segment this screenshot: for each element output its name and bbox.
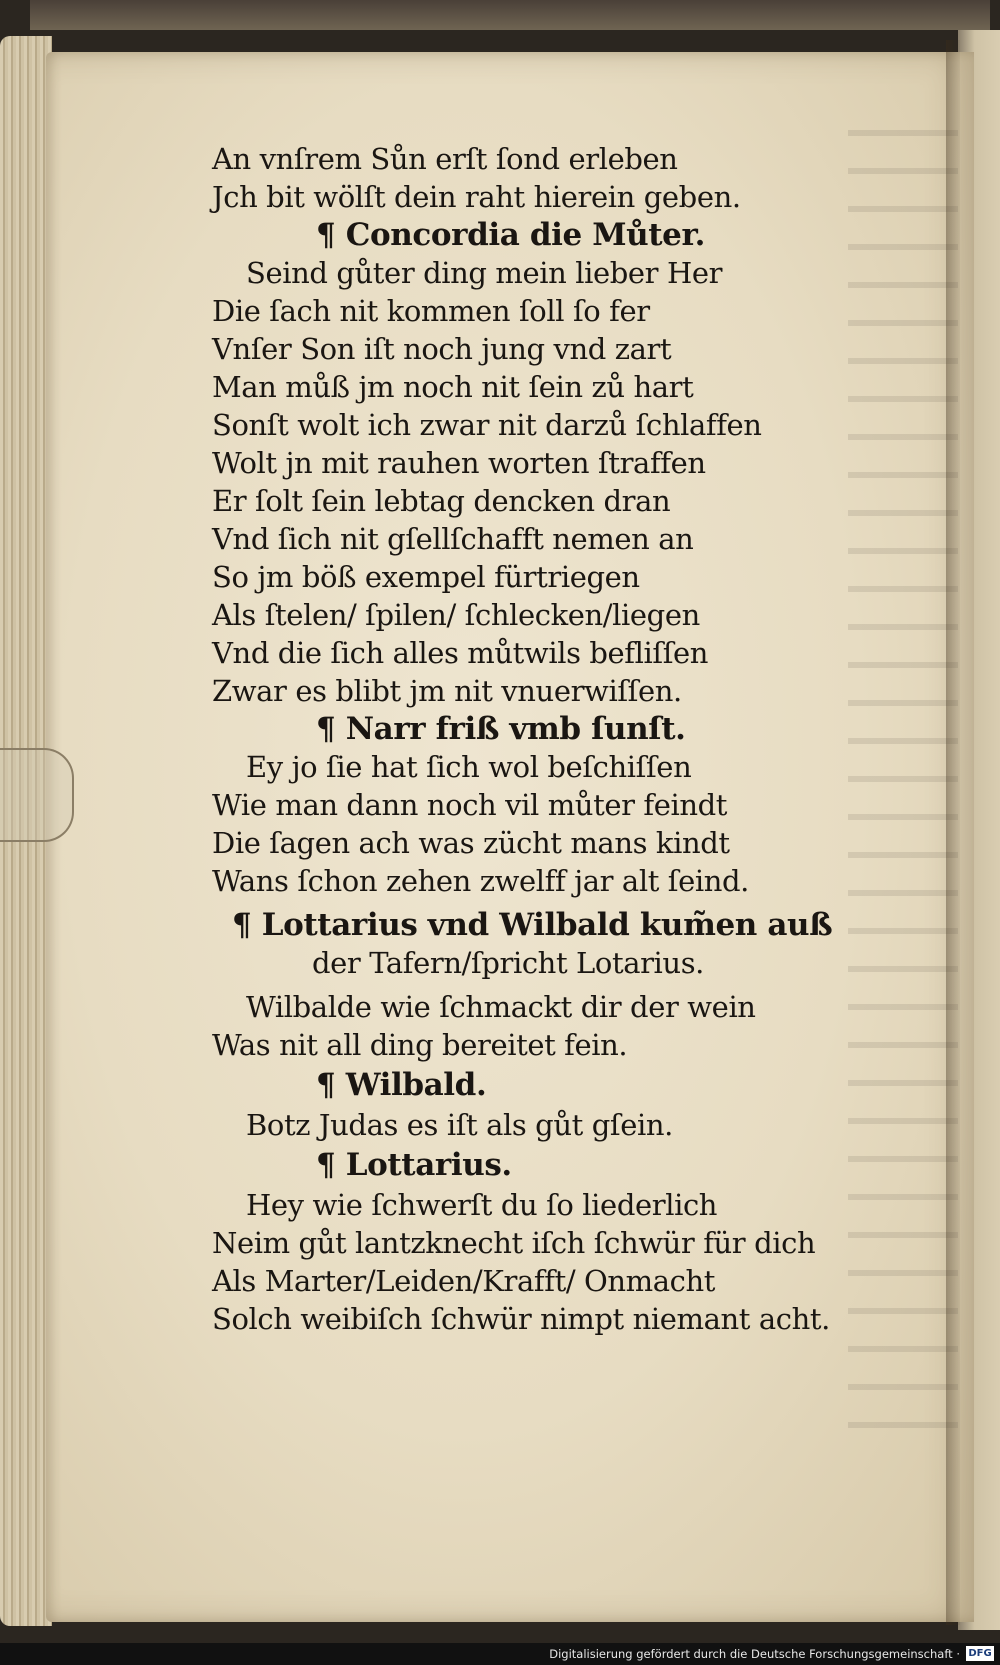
show-through-text xyxy=(848,130,958,1460)
book-top-edge xyxy=(30,0,990,30)
stage-direction: ¶ Lottarius vnd Wilbald kum̃en auß xyxy=(232,907,833,943)
verse-line: Wolt jn mit rauhen worten ſtraffen xyxy=(212,446,706,480)
verse-line: Sonſt wolt ich zwar nit darzů ſchlaffen xyxy=(212,408,762,442)
verse-line: Wilbalde wie ſchmackt dir der wein xyxy=(246,990,756,1024)
verse-line: Die ſach nit kommen ſoll ſo fer xyxy=(212,294,650,328)
page-gutter xyxy=(946,40,960,1625)
dfg-logo: DFG xyxy=(966,1646,994,1661)
verse-line: Hey wie ſchwerſt du ſo liederlich xyxy=(246,1188,718,1222)
book-clasp xyxy=(0,748,74,842)
verse-line: Zwar es blibt jm nit vnuerwiſſen. xyxy=(212,674,682,708)
verse-line: Ey jo ſie hat ſich wol beſchiſſen xyxy=(246,750,692,784)
verse-line: Wie man dann noch vil můter feindt xyxy=(212,788,728,822)
speaker-heading: ¶ Wilbald. xyxy=(316,1067,487,1103)
verse-line: Botz Judas es iſt als gůt gſein. xyxy=(246,1108,673,1142)
verse-line: Er ſolt ſein lebtag dencken dran xyxy=(212,484,671,518)
verse-line: Vnſer Son iſt noch jung vnd zart xyxy=(212,332,672,366)
verse-line: Was nit all ding bereitet fein. xyxy=(212,1028,628,1062)
digitization-credit: Digitalisierung gefördert durch die Deutsche Forschungsgemeinschaft · xyxy=(549,1647,960,1661)
verse-line: Wans ſchon zehen zwelff jar alt ſeind. xyxy=(212,864,749,898)
verse-line: Jch bit wölſt dein raht hierein geben. xyxy=(212,180,741,214)
verse-line: Die ſagen ach was zücht mans kindt xyxy=(212,826,730,860)
verse-line: Vnd die ſich alles můtwils befliſſen xyxy=(212,636,709,670)
speaker-heading: ¶ Lottarius. xyxy=(316,1147,512,1183)
verse-line: Als ſtelen/ ſpilen/ ſchlecken/liegen xyxy=(212,598,700,632)
verse-line: Als Marter/Leiden/Krafft/ Onmacht xyxy=(212,1264,716,1298)
verse-line: Solch weibiſch ſchwür nimpt niemant acht. xyxy=(212,1302,830,1336)
verse-line: Seind gůter ding mein lieber Her xyxy=(246,256,723,290)
speaker-heading: ¶ Narr friß vmb ſunſt. xyxy=(316,711,686,747)
verse-line: Vnd ſich nit gſellſchafft nemen an xyxy=(212,522,694,556)
verse-line: So jm böß exempel fürtriegen xyxy=(212,560,640,594)
stage-direction: der Tafern/ſpricht Lotarius. xyxy=(312,946,704,980)
verse-line: Neim gůt lantzknecht iſch ſchwür für dich xyxy=(212,1226,816,1260)
verse-line: An vnſrem Sůn erſt ſond erleben xyxy=(212,142,678,176)
verse-line: Man můß jm noch nit ſein zů hart xyxy=(212,370,694,404)
speaker-heading: ¶ Concordia die Můter. xyxy=(316,217,705,253)
